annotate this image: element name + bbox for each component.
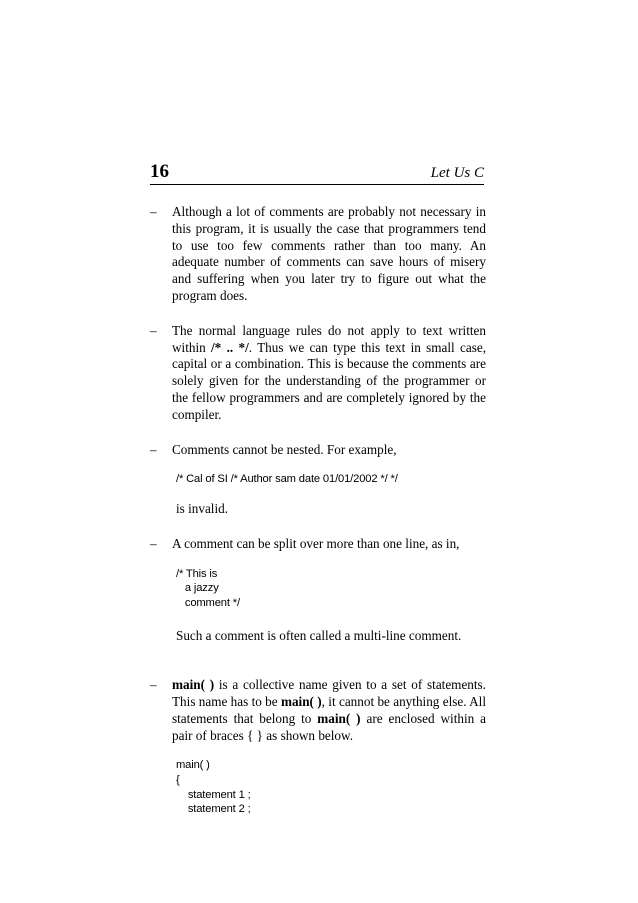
paragraph-text: are enclosed within a pair of braces { } as shown below.: [172, 710, 486, 743]
keyword-main: main( ): [172, 677, 215, 693]
bullet-main-function: [150, 677, 486, 744]
code-sample-nested-comment: /* Cal of SI /* Author sam date 01/01/2002 */ */: [176, 473, 398, 486]
comment-delimiter: /* .. */: [211, 339, 249, 355]
paragraph-text: Although a lot of comments are probably not necessary in this program, it is usually the case that programmers tend to use too few comments rather than too many. An adequate number of comments can save hours of misery and suffering when you later try to figure out what the program does.: [172, 204, 486, 303]
code-line: a jazzy: [176, 582, 219, 595]
code-line: statement 2 ;: [176, 803, 251, 816]
running-title: Let Us C: [430, 165, 484, 181]
paragraph-text: A comment can be split over more than one line, as in,: [172, 535, 460, 551]
paragraph-text: Such a comment is often called a multi-line comment.: [176, 628, 462, 644]
paragraph-text: , it cannot be anything else. All statements that belong to: [172, 693, 486, 726]
page-number: 16: [150, 161, 169, 182]
paragraph-text: is a collective name given to a set of statements. This name has to be: [172, 677, 486, 709]
paragraph-text: The normal language rules do not apply to text written within: [172, 322, 486, 355]
bullet-comments-count: [150, 204, 486, 305]
bullet-comment-rules: [150, 323, 486, 424]
bullet-nested-comments: [150, 442, 486, 459]
bullet-dash: –: [150, 204, 157, 219]
keyword-main: main( ): [280, 693, 322, 709]
code-line: {: [176, 773, 180, 786]
code-line: comment */: [176, 596, 240, 609]
paragraph-text: Comments cannot be nested. For example,: [172, 441, 397, 457]
bullet-dash: –: [150, 322, 157, 338]
code-line: statement 1 ;: [176, 788, 251, 801]
bullet-dash: –: [150, 535, 157, 551]
page-header: [150, 162, 484, 185]
code-line: main( ): [176, 759, 210, 772]
code-line: /* This is: [176, 567, 218, 580]
page-content: [150, 204, 486, 817]
paragraph-text: is invalid.: [176, 500, 229, 516]
keyword-main: main( ): [317, 710, 361, 726]
bullet-dash: –: [150, 441, 157, 457]
bullet-dash: –: [150, 677, 157, 693]
bullet-multiline-comment: [150, 536, 486, 553]
paragraph-text: . Thus we can type this text in small case, capital or a combination. This is because the comments are solely given for the understanding of the programmer or the fellow programmers and are completely ignored by the compiler.: [172, 339, 486, 422]
